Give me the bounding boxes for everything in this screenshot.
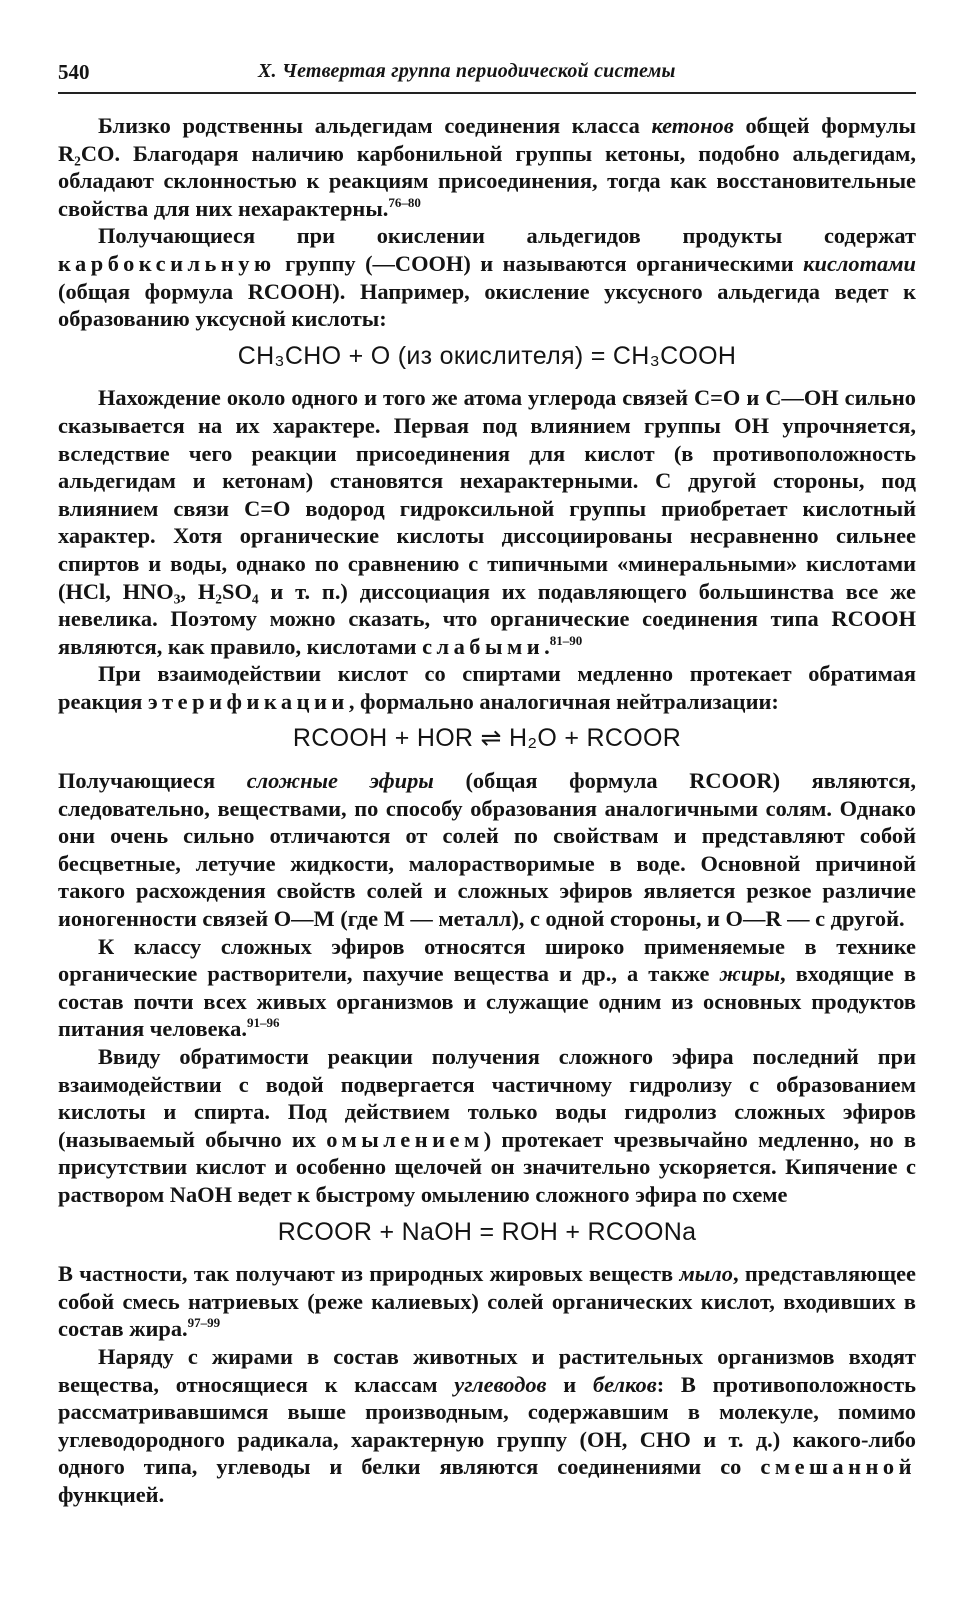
text: , представляющее собой смесь натриевых (реже калиевых) солей органических кислот, входивших в состав жира.	[58, 1261, 916, 1342]
term-soap: мыло	[679, 1261, 733, 1287]
reference-mark: 91–96	[246, 1015, 280, 1031]
term-esterification: этерификации	[148, 688, 349, 714]
paragraph-acids	[58, 222, 916, 332]
paragraph-fats	[58, 933, 916, 1043]
text: В частности, так получают из природных жировых веществ	[58, 1261, 680, 1287]
term-mixed: смешанной	[760, 1454, 916, 1480]
reference-mark: 81–90	[549, 632, 583, 648]
term-carbohydrates: углеводов	[454, 1371, 547, 1397]
text: и	[546, 1371, 593, 1397]
text: (общая формула RCOOH). Например, окисление уксусного альдегида ведет к образованию уксусной кислоты:	[58, 278, 916, 332]
paragraph-esters	[58, 767, 916, 933]
term-esters: сложные эфиры	[246, 768, 434, 794]
term-ketones: кетонов	[651, 113, 734, 138]
text: Получающиеся	[58, 768, 247, 794]
text: , входящие в состав почти всех живых организмов и служащие одним из основных продуктов питания человека.	[58, 961, 916, 1042]
term-proteins: белков	[592, 1371, 657, 1397]
text: Наряду с жирами в состав животных и растительных организмов входят вещества, относящиеся к классам	[58, 1343, 916, 1397]
text: Нахождение около одного и того же атома углерода связей C=O и C—OH сильно сказывается на их характере. Первая под влиянием группы OH упрочняется, вследствие чего реакции присоединения для кислот (в противоположность альдегидам и кетонам) становятся нехарактерными. С другой стороны, под влиянием связи C=O водород гидроксильной группы приобретает кислотный характер. Хотя органические кислоты диссоциированы несравненно сильнее спиртов и воды, однако по сравнению с типичными «минеральными» кислотами (HCl, HNO₃, H₂SO₄ и т. п.) диссоциация их подавляющего большинства все же невелика. Поэтому можно сказать, что органические соединения типа RCOOH являются, как правило, кислотами	[58, 385, 916, 659]
paragraph-carbohydrates	[58, 1343, 916, 1509]
text: ) протекает чрезвычайно медленно, но в присутствии кислот и особенно щелочей он значительно ускоряется. Кипячение с раствором NaOH ведет к быстрому омылению сложного эфира по схеме	[58, 1126, 916, 1207]
text: .	[544, 633, 550, 659]
reference-mark: 76–80	[388, 194, 421, 210]
running-title: X. Четвертая группа периодической системы	[258, 60, 676, 82]
text: , формально аналогичная нейтрализации:	[348, 688, 779, 714]
equation-esterification: RCOOH + HOR ⇌ H₂O + RCOOR	[292, 724, 682, 753]
text: К классу сложных эфиров относятся широко применяемые в технике органические растворители, пахучие вещества и др., а также	[58, 933, 916, 987]
term-carboxyl: карбоксильную	[58, 250, 276, 276]
page-header	[58, 60, 916, 94]
term-acids: кислотами	[803, 250, 916, 276]
text: Ввиду обратимости реакции получения сложного эфира последний при взаимодействии с водой подвергается частичному гидролизу с образованием кислоты и спирта. Под действием только воды гидролиз сложных эфиров (называемый обычно их	[58, 1044, 916, 1152]
term-weak: слабыми	[422, 633, 545, 659]
text: (общая формула RCOOR) являются, следовательно, веществами, по способу образования аналогичными солям. Однако они очень сильно отличаются от солей по свойствам и представляют собой бесцветные, летучие жидкости, малорастворимые в воде. Основной причиной такого расхождения свойств солей и сложных эфиров является резкое различие ионогенности связей O—M (где M — металл), с одной стороны, и O—R — с другой.	[58, 768, 916, 932]
equation-saponification: RCOOR + NaOH = ROH + RCOONa	[277, 1217, 697, 1246]
text: При взаимодействии кислот со спиртами медленно протекает обратимая реакция	[58, 661, 916, 714]
paragraph-ketones	[58, 112, 916, 222]
text: группу (—COOH) и называются органическими	[275, 250, 804, 276]
term-saponification: омылением	[326, 1126, 484, 1152]
paragraph-soap	[58, 1260, 916, 1343]
text: общей формулы R₂CO. Благодаря наличию карбонильной группы кетоны, подобно альдегидам, обладают склонностью к реакциям присоединения, тогда как восстановительные свойства для них нехарактерны.	[58, 113, 916, 221]
text: Близко родственны альдегидам соединения класса	[98, 113, 652, 138]
paragraph-esterification	[58, 660, 916, 715]
equation-oxidation: CH₃CHO + O (из окислителя) = CH₃COOH	[237, 341, 737, 370]
text: : В противоположность рассматривавшимся выше производным, содержавшим в молекуле, помимо углеводородного радикала, характерную группу (OH, CHO и т. д.) какого-либо одного типа, углеводы и белки являются соединениями со	[58, 1371, 917, 1480]
page-body	[58, 112, 916, 1509]
reference-mark: 97–99	[187, 1315, 221, 1331]
text: функцией.	[58, 1481, 165, 1507]
text: Получающиеся при окислении альдегидов продукты содержат	[98, 223, 916, 249]
page-number: 540	[58, 60, 90, 84]
paragraph-hydrolysis	[58, 1043, 916, 1209]
term-fats: жиры	[719, 961, 781, 987]
paragraph-bonds	[58, 384, 916, 660]
